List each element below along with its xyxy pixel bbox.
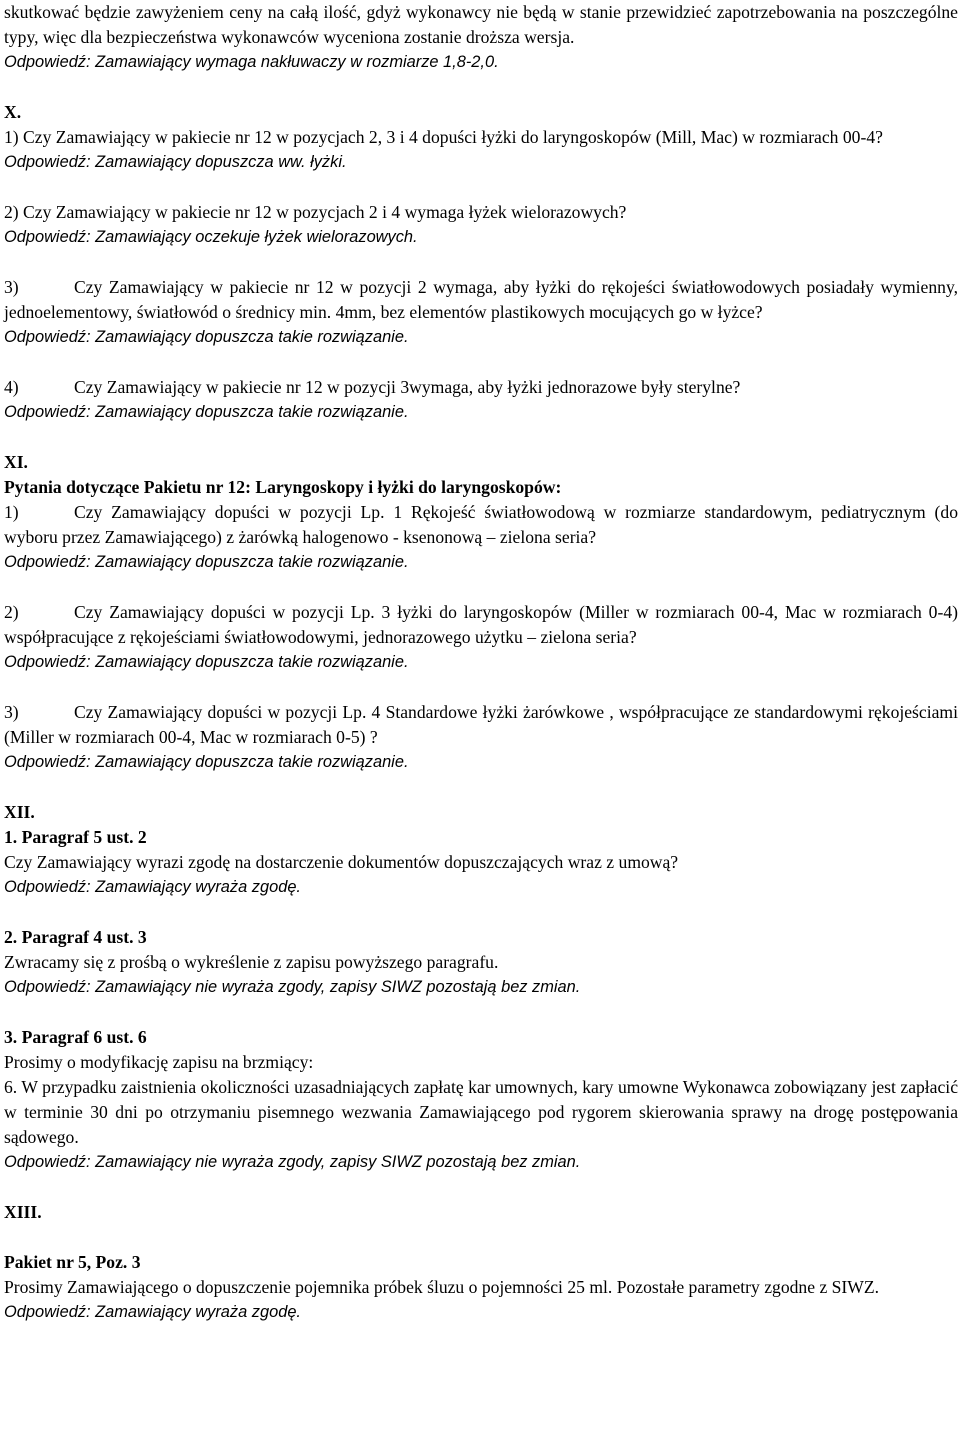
paragraph-1-text: Czy Zamawiający wyrazi zgodę na dostarczenie dokumentów dopuszczających wraz z umową? [4,852,679,872]
question-number: 2) [4,602,19,622]
question-text: Czy Zamawiający dopuści w pozycji Lp. 1 Rękojeść światłowodową w rozmiarze standardowym, pediatrycznym (do wyboru przez Zamawiającego) z żarówką halogenowo - ksenonową – zielona seria? [4,502,958,547]
spacer [4,900,958,925]
section-xi-question-2 [4,600,958,650]
section-xi-heading: XI. [4,452,28,472]
section-xi-answer-1: Odpowiedź: Zamawiający dopuszcza takie rozwiązanie. [4,553,409,571]
paragraph-2-answer: Odpowiedź: Zamawiający nie wyraża zgody, zapisy SIWZ pozostają bez zmian. [4,978,581,996]
paragraph-3-title: 3. Paragraf 6 ust. 6 [4,1027,147,1047]
spacer [4,1175,958,1200]
spacer [4,175,958,200]
section-xiii-answer: Odpowiedź: Zamawiający wyraża zgodę. [4,1303,301,1321]
spacer [4,1225,958,1250]
section-x-answer-1: Odpowiedź: Zamawiający dopuszcza ww. łyżki. [4,153,347,171]
question-number: 3) [4,702,19,722]
spacer [4,1000,958,1025]
question-text: Czy Zamawiający dopuści w pozycji Lp. 4 Standardowe łyżki żarówkowe , współpracujące ze standardowymi rękojeściami (Miller w rozmiarach 00-4, Mac w rozmiarach 0-5) ? [4,702,958,747]
section-xi-question-1 [4,500,958,550]
section-x-question-4 [4,375,958,400]
section-xi-answer-3: Odpowiedź: Zamawiający dopuszcza takie rozwiązanie. [4,753,409,771]
section-x-question-3 [4,275,958,325]
question-number: 4) [4,377,19,397]
section-xiii-text: Prosimy Zamawiającego o dopuszczenie pojemnika próbek śluzu o pojemności 25 ml. Pozostałe parametry zgodne z SIWZ. [4,1277,880,1297]
question-number: 3) [4,277,19,297]
spacer [4,575,958,600]
section-xiii-heading: XIII. [4,1202,42,1222]
section-x-answer-3: Odpowiedź: Zamawiający dopuszcza takie rozwiązanie. [4,328,409,346]
section-x-answer-2: Odpowiedź: Zamawiający oczekuje łyżek wielorazowych. [4,228,418,246]
question-text: Czy Zamawiający w pakiecie nr 12 w pozycji 2 wymaga, aby łyżki do rękojeści światłowodowych posiadały wymienny, jednoelementowy, światłowód o średnicy min. 4mm, bez elementów plastikowych mocujących go w łyżce? [4,277,958,322]
paragraph-3-answer: Odpowiedź: Zamawiający nie wyraża zgody, zapisy SIWZ pozostają bez zmian. [4,1153,581,1171]
section-x-answer-4: Odpowiedź: Zamawiający dopuszcza takie rozwiązanie. [4,403,409,421]
section-xi-answer-2: Odpowiedź: Zamawiający dopuszcza takie rozwiązanie. [4,653,409,671]
spacer [4,350,958,375]
section-xiii-title: Pakiet nr 5, Poz. 3 [4,1252,141,1272]
intro-answer: Odpowiedź: Zamawiający wymaga nakłuwaczy w rozmiarze 1,8-2,0. [4,53,499,71]
section-x-question-2: 2) Czy Zamawiający w pakiecie nr 12 w pozycjach 2 i 4 wymaga łyżek wielorazowych? [4,202,627,222]
paragraph-1-title: 1. Paragraf 5 ust. 2 [4,827,147,847]
paragraph-1-answer: Odpowiedź: Zamawiający wyraża zgodę. [4,878,301,896]
section-xi-question-3 [4,700,958,750]
spacer [4,675,958,700]
spacer [4,775,958,800]
question-text: Czy Zamawiający w pakiecie nr 12 w pozycji 3wymaga, aby łyżki jednorazowe były sterylne? [74,377,741,397]
intro-paragraph: skutkować będzie zawyżeniem ceny na całą ilość, gdyż wykonawcy nie będą w stanie przewidzieć zapotrzebowania na poszczególne typy, więc dla bezpieczeństwa wykonawców wyceniona zostanie droższa wersja. [4,2,958,47]
spacer [4,250,958,275]
question-text: Czy Zamawiający dopuści w pozycji Lp. 3 łyżki do laryngoskopów (Miller w rozmiarach 00-4, Mac w rozmiarach 0-4) współpracujące z rękojeściami światłowodowymi, jednorazowego użytku – zielona seria? [4,602,958,647]
section-xii-heading: XII. [4,802,35,822]
section-x-heading: X. [4,102,22,122]
section-x-question-1: 1) Czy Zamawiający w pakiecie nr 12 w pozycjach 2, 3 i 4 dopuści łyżki do laryngoskopów (Mill, Mac) w rozmiarach 00-4? [4,127,883,147]
paragraph-2-title: 2. Paragraf 4 ust. 3 [4,927,147,947]
spacer [4,425,958,450]
question-number: 1) [4,502,19,522]
paragraph-2-text: Zwracamy się z prośbą o wykreślenie z zapisu powyższego paragrafu. [4,952,499,972]
paragraph-3-text-intro: Prosimy o modyfikację zapisu na brzmiący: [4,1052,314,1072]
section-xi-subheading: Pytania dotyczące Pakietu nr 12: Laryngoskopy i łyżki do laryngoskopów: [4,477,562,497]
paragraph-3-text-body: 6. W przypadku zaistnienia okoliczności uzasadniających zapłatę kar umownych, kary umowne Wykonawca zobowiązany jest zapłacić w terminie 30 dni po otrzymaniu pisemnego wezwania Zamawiającego pod rygorem skierowania sprawy na drogę postępowania sądowego. [4,1077,958,1147]
spacer [4,75,958,100]
